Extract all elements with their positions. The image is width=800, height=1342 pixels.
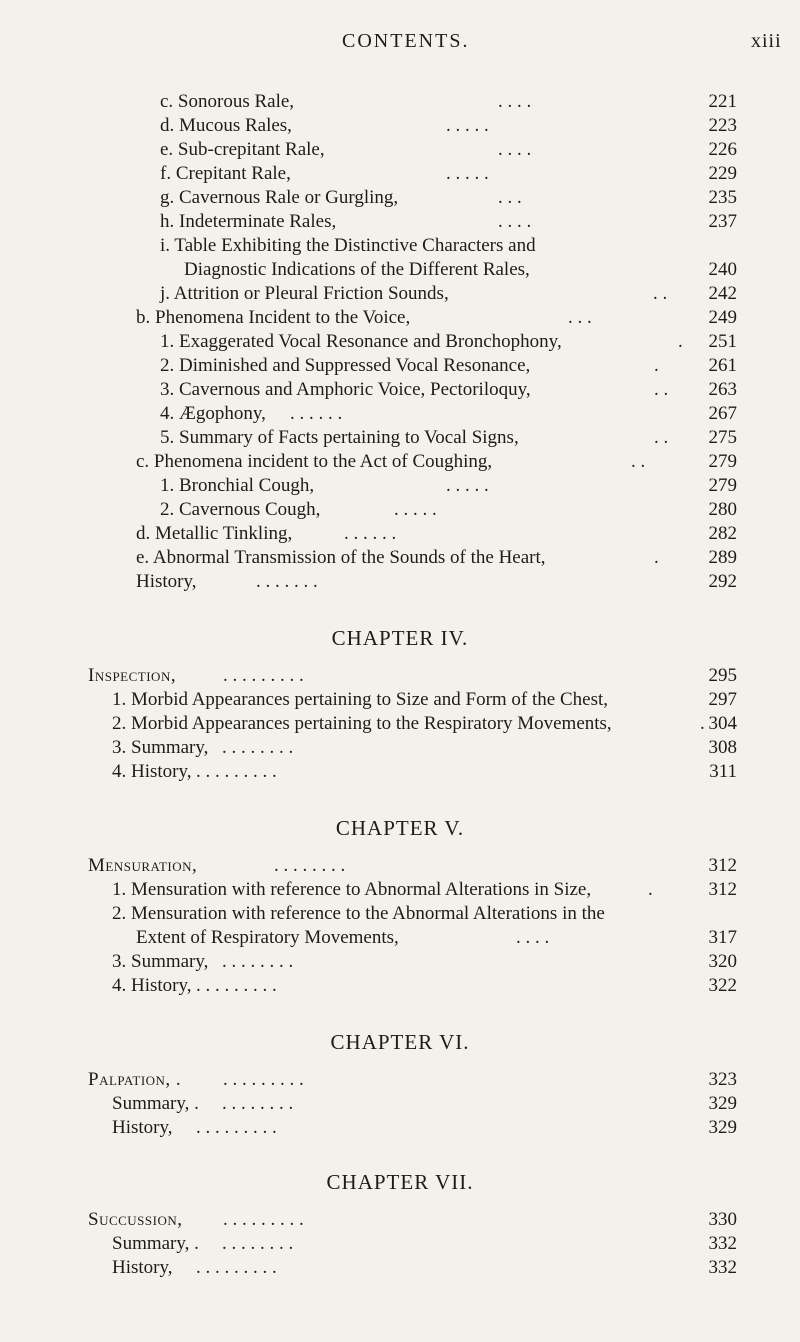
toc-entry-page: 317	[708, 927, 737, 948]
toc-entry-label: 1. Mensuration with reference to Abnormal Alterations in Size,	[112, 879, 592, 900]
toc-entry-page: 275	[708, 427, 737, 448]
toc-entry-page: 249	[708, 307, 737, 328]
toc-entry	[160, 210, 737, 234]
toc-entry	[112, 712, 737, 736]
toc-leader-dots: . . . . . . . . .	[196, 1257, 277, 1278]
toc-entry-label: 2. Morbid Appearances pertaining to the Respiratory Movements,	[112, 713, 612, 734]
running-head-title: CONTENTS.	[342, 30, 470, 52]
toc-entry	[88, 1208, 737, 1232]
toc-entry-label: Summary, .	[112, 1093, 199, 1114]
page-number: xiii	[751, 30, 782, 52]
toc-entry-page: 297	[708, 689, 737, 710]
toc-entry	[160, 234, 737, 258]
toc-leader-dots: .	[654, 355, 659, 376]
toc-entry	[160, 402, 737, 426]
toc-entry-label: 2. Mensuration with reference to the Abnormal Alterations in the	[112, 903, 605, 924]
toc-entry-page: 226	[708, 139, 737, 160]
toc-entry-label: 2. Diminished and Suppressed Vocal Resonance,	[160, 355, 531, 376]
toc-entry-label: d. Mucous Rales,	[160, 115, 292, 136]
toc-entry	[160, 330, 737, 354]
toc-leader-dots: . . . .	[498, 91, 532, 112]
toc-leader-dots: . . . .	[498, 211, 532, 232]
toc-entry-page: 312	[708, 855, 737, 876]
toc-entry-page: 279	[708, 451, 737, 472]
toc-entry	[112, 1116, 737, 1140]
toc-entry-page: 263	[708, 379, 737, 400]
toc-leader-dots: . . . .	[498, 139, 532, 160]
toc-entry	[160, 474, 737, 498]
toc-entry-label: Extent of Respiratory Movements,	[136, 927, 399, 948]
toc-entry	[136, 546, 737, 570]
toc-leader-dots: . . . . . . . .	[222, 951, 294, 972]
toc-entry-label: 5. Summary of Facts pertaining to Vocal Signs,	[160, 427, 519, 448]
toc-entry	[112, 1232, 737, 1256]
toc-entry	[136, 306, 737, 330]
toc-entry-page: 330	[708, 1209, 737, 1230]
toc-entry	[160, 354, 737, 378]
toc-entry-label: History,	[112, 1257, 173, 1278]
toc-entry-page: 221	[708, 91, 737, 112]
toc-entry	[160, 186, 737, 210]
toc-entry-page: 311	[709, 761, 737, 782]
toc-entry-label: History,	[136, 571, 197, 592]
toc-entry-label: f. Crepitant Rale,	[160, 163, 291, 184]
toc-leader-dots: . . . . . . . .	[222, 1093, 294, 1114]
toc-entry	[112, 878, 737, 902]
toc-entry-label: 1. Exaggerated Vocal Resonance and Bronchophony,	[160, 331, 562, 352]
toc-entry-label: d. Metallic Tinkling,	[136, 523, 293, 544]
toc-leader-dots: . . . . .	[446, 163, 489, 184]
toc-entry-page: 322	[708, 975, 737, 996]
toc-leader-dots: . . . . . . . .	[274, 855, 346, 876]
toc-entry-page: 267	[708, 403, 737, 424]
toc-leader-dots: . . . . . . .	[256, 571, 318, 592]
toc-leader-dots: . . . . . . . . .	[223, 665, 304, 686]
toc-entry-page: 332	[708, 1257, 737, 1278]
toc-entry-label: i. Table Exhibiting the Distinctive Characters and	[160, 235, 536, 256]
toc-entry	[160, 498, 737, 522]
toc-entry-label: g. Cavernous Rale or Gurgling,	[160, 187, 399, 208]
toc-entry	[160, 114, 737, 138]
toc-entry-page: 251	[708, 331, 737, 352]
toc-entry-label: 3. Summary,	[112, 737, 209, 758]
toc-leader-dots: .	[678, 331, 683, 352]
toc-entry-label: 4. Ægophony,	[160, 403, 266, 424]
toc-entry-page: 304	[708, 713, 737, 734]
toc-entry	[160, 90, 737, 114]
toc-leader-dots: .	[654, 547, 659, 568]
toc-entry-page: 292	[708, 571, 737, 592]
toc-entry-page: 323	[708, 1069, 737, 1090]
toc-leader-dots: . .	[654, 379, 669, 400]
toc-leader-dots: . . . . . .	[290, 403, 343, 424]
toc-leader-dots: . . .	[568, 307, 592, 328]
toc-entry-page: 237	[708, 211, 737, 232]
toc-entry-page: 282	[708, 523, 737, 544]
toc-entry	[160, 378, 737, 402]
toc-entry	[112, 760, 737, 784]
toc-entry	[160, 162, 737, 186]
toc-entry-page: 240	[708, 259, 737, 280]
chapter-heading: CHAPTER VII.	[326, 1170, 474, 1194]
toc-entry	[112, 974, 737, 998]
toc-entry-continuation	[184, 258, 737, 282]
toc-entry-label: Palpation, .	[88, 1069, 182, 1090]
toc-leader-dots: .	[648, 879, 653, 900]
toc-entry-label: Succussion,	[88, 1209, 183, 1230]
toc-entry	[136, 450, 737, 474]
toc-entry-label: Inspection,	[88, 665, 177, 686]
toc-entry-page: 329	[708, 1093, 737, 1114]
toc-entry	[112, 950, 737, 974]
toc-leader-dots: . . .	[498, 187, 522, 208]
toc-entry-page: 295	[708, 665, 737, 686]
toc-entry-continuation	[136, 926, 737, 950]
toc-leader-dots: .	[700, 713, 705, 734]
toc-entry	[136, 570, 737, 594]
toc-leader-dots: . . . . . . . . .	[196, 975, 277, 996]
toc-leader-dots: . . . . . . . . .	[223, 1209, 304, 1230]
toc-entry-label: 2. Cavernous Cough,	[160, 499, 321, 520]
toc-entry-page: 320	[708, 951, 737, 972]
toc-entry-label: 4. History,	[112, 975, 192, 996]
toc-entry-label: e. Sub-crepitant Rale,	[160, 139, 325, 160]
running-head	[0, 30, 800, 58]
toc-leader-dots: . .	[654, 427, 669, 448]
toc-entry	[88, 854, 737, 878]
toc-entry-page: 279	[708, 475, 737, 496]
toc-entry-page: 223	[708, 115, 737, 136]
toc-entry-page: 289	[708, 547, 737, 568]
toc-entry	[88, 1068, 737, 1092]
toc-leader-dots: . . . . .	[394, 499, 437, 520]
toc-entry-label: c. Sonorous Rale,	[160, 91, 295, 112]
toc-entry-label: h. Indeterminate Rales,	[160, 211, 337, 232]
toc-leader-dots: . . . . .	[446, 475, 489, 496]
toc-entry-label: 3. Summary,	[112, 951, 209, 972]
toc-leader-dots: . . . .	[516, 927, 550, 948]
toc-leader-dots: . .	[653, 283, 668, 304]
toc-entry	[112, 1092, 737, 1116]
toc-entry-page: 332	[708, 1233, 737, 1254]
toc-entry	[88, 664, 737, 688]
toc-leader-dots: . . . . . . . .	[222, 737, 294, 758]
toc-entry	[136, 522, 737, 546]
toc-entry-page: 329	[708, 1117, 737, 1138]
toc-entry	[160, 138, 737, 162]
toc-entry	[160, 282, 737, 306]
toc-entry-label: e. Abnormal Transmission of the Sounds of the Heart,	[136, 547, 546, 568]
toc-entry-label: c. Phenomena incident to the Act of Coughing,	[136, 451, 493, 472]
toc-entry-page: 235	[708, 187, 737, 208]
toc-entry-label: Summary, .	[112, 1233, 199, 1254]
toc-entry-label: 4. History,	[112, 761, 192, 782]
toc-entry-label: b. Phenomena Incident to the Voice,	[136, 307, 411, 328]
toc-leader-dots: . . . . .	[446, 115, 489, 136]
chapter-heading: CHAPTER V.	[335, 816, 465, 840]
toc-entry-label: j. Attrition or Pleural Friction Sounds,	[160, 283, 449, 304]
toc-leader-dots: . . . . . .	[344, 523, 397, 544]
toc-leader-dots: . . . . . . . .	[222, 1233, 294, 1254]
toc-entry-label: Mensuration,	[88, 855, 198, 876]
toc-entry	[112, 902, 737, 926]
toc-leader-dots: . .	[631, 451, 646, 472]
toc-entry	[160, 426, 737, 450]
toc-entry-page: 308	[708, 737, 737, 758]
toc-entry-label: 3. Cavernous and Amphoric Voice, Pectoriloquy,	[160, 379, 531, 400]
toc-leader-dots: . . . . . . . . .	[196, 761, 277, 782]
chapter-heading: CHAPTER VI.	[330, 1030, 470, 1054]
toc-entry-label: 1. Morbid Appearances pertaining to Size and Form of the Chest,	[112, 689, 609, 710]
toc-entry	[112, 688, 737, 712]
toc-entry-page: 312	[708, 879, 737, 900]
toc-leader-dots: . . . . . . . . .	[223, 1069, 304, 1090]
toc-entry-label: Diagnostic Indications of the Different Rales,	[184, 259, 530, 280]
toc-leader-dots: . . . . . . . . .	[196, 1117, 277, 1138]
toc-entry-page: 280	[708, 499, 737, 520]
toc-entry-page: 261	[708, 355, 737, 376]
toc-entry-label: History,	[112, 1117, 173, 1138]
toc-entry-page: 229	[708, 163, 737, 184]
toc-entry-label: 1. Bronchial Cough,	[160, 475, 315, 496]
chapter-heading: CHAPTER IV.	[331, 626, 469, 650]
toc-entry	[112, 736, 737, 760]
toc-entry-page: 242	[708, 283, 737, 304]
toc-entry	[112, 1256, 737, 1280]
